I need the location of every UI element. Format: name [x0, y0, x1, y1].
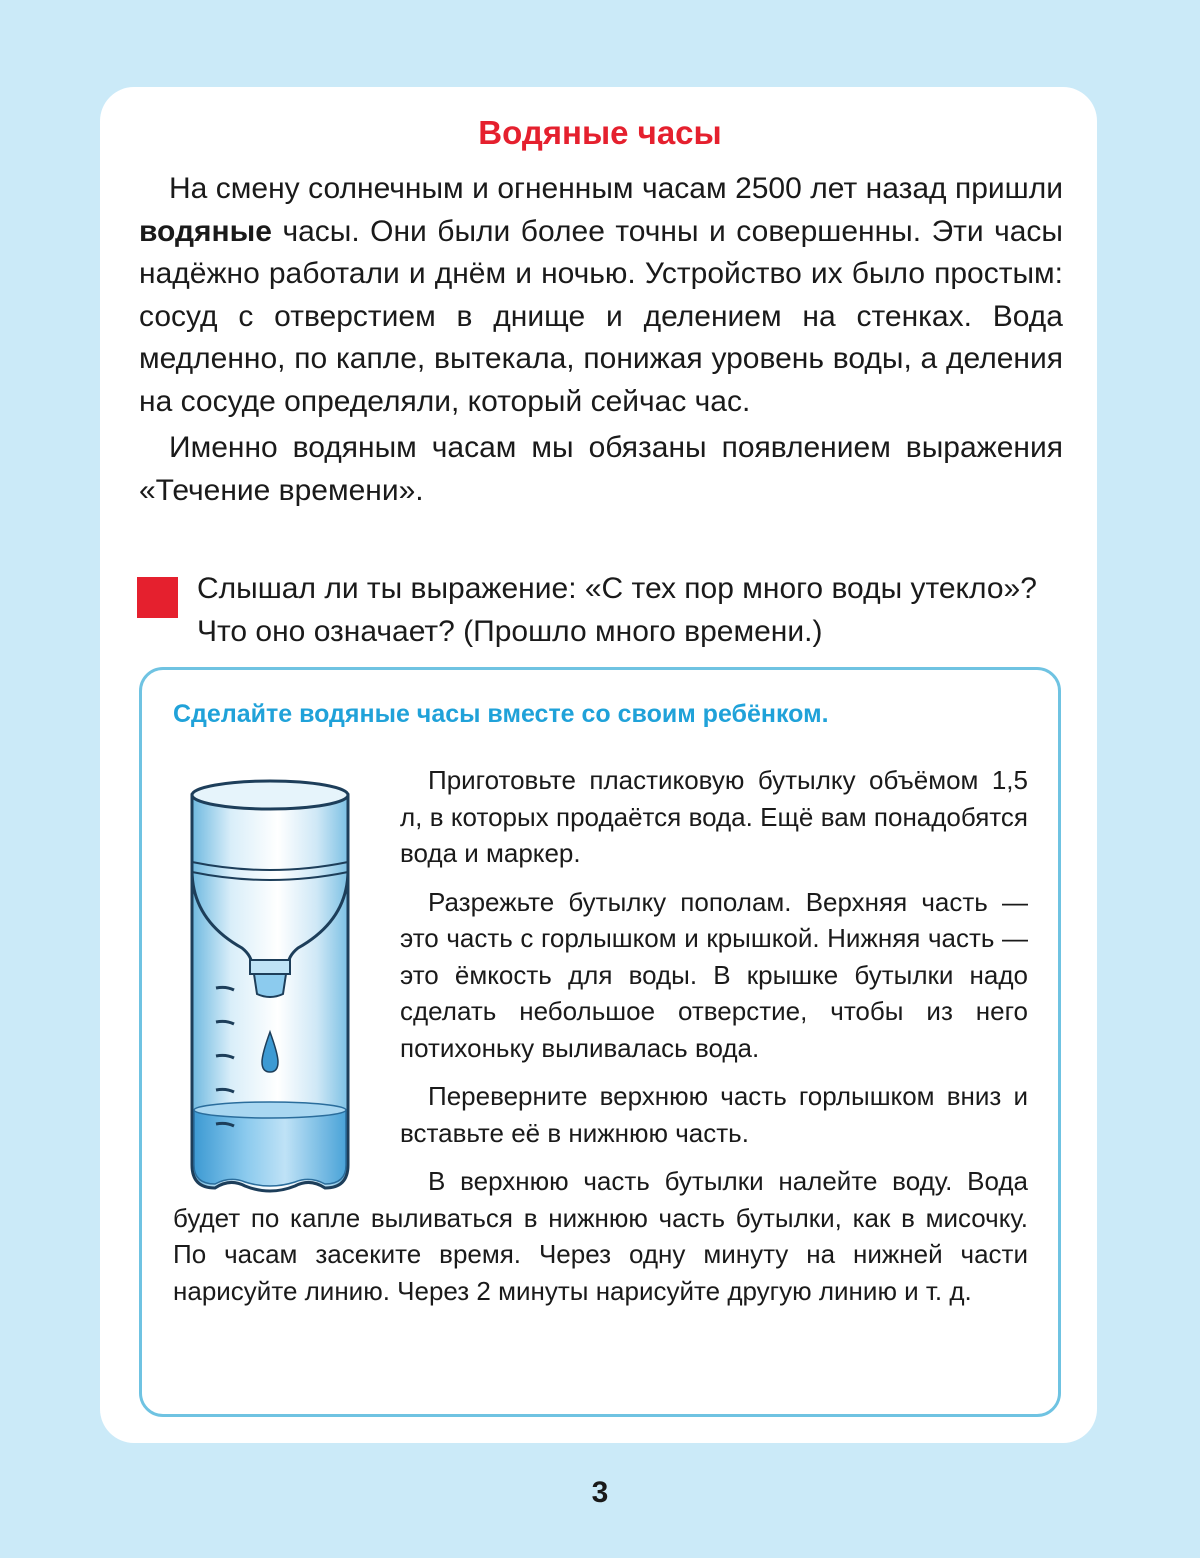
activity-title: Сделайте водяные часы вместе со своим ребёнком. [173, 700, 829, 728]
illustration-spacer [173, 762, 400, 1192]
activity-paragraph-3: Переверните верхнюю часть горлышком вниз и вставьте её в нижнюю часть. [400, 1081, 1028, 1148]
page-number: 3 [591, 1476, 609, 1509]
intro-paragraph-1 [139, 168, 1063, 423]
activity-text [173, 762, 1028, 1321]
activity-paragraph-4: В верхнюю часть бутылки налейте воду. Вода будет по капле выливаться в нижнюю часть бутылки, как в мисочку. По часам засеките время. Через одну минуту на нижней части нарисуйте линию. Через 2 минуты нарисуйте другую линию и т. д. [173, 1166, 1028, 1306]
intro-p1-end: часы. Они были более точны и совершенны. Эти часы надёжно работали и днём и ночью. Устройство их было простым: сосуд с отверстием в днище и делением на стенках. Вода медленно, по капле, вытекала, понижая уровень воды, а деления на сосуде определяли, который сейчас час. [139, 214, 1063, 418]
intro-paragraph-2: Именно водяным часам мы обязаны появлением выражения «Течение времени». [139, 431, 1063, 507]
question-line-2: Что оно означает? (Прошло много времени.) [197, 614, 823, 648]
question-line-1: Слышал ли ты выражение: «С тех пор много воды утекло»? [197, 572, 1037, 605]
activity-paragraph-1: Приготовьте пластиковую бутылку объёмом 1,5 л, в которых продаётся вода. Ещё вам понадобятся вода и маркер. [400, 765, 1028, 868]
activity-paragraph-2: Разрежьте бутылку пополам. Верхняя часть — это часть с горлышком и крышкой. Нижняя часть — это ёмкость для воды. В крышке бутылки надо сделать небольшое отверстие, чтобы из него потихоньку выливалась вода. [400, 886, 1028, 1063]
intro-p1-start: На смену солнечным и огненным часам 2500 лет назад пришли [169, 172, 1063, 205]
intro-p1-bold: водяные [139, 214, 272, 248]
question-text [197, 568, 1067, 653]
page-title: Водяные часы [478, 114, 722, 151]
red-square-icon [137, 577, 178, 618]
intro-text [139, 168, 1063, 516]
